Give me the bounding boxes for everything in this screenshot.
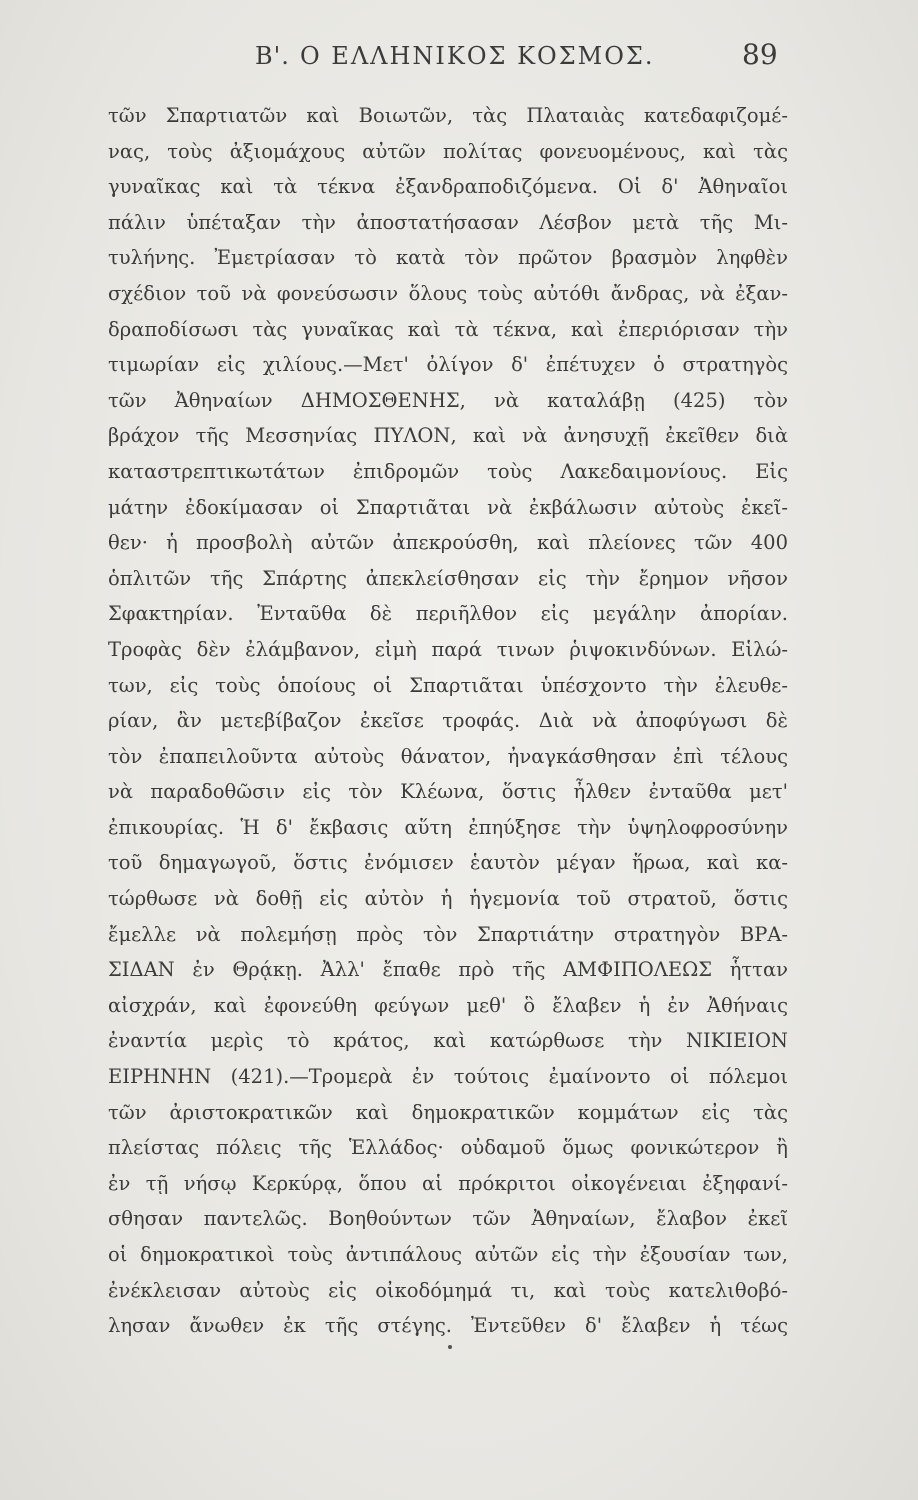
text-line: ἔμελλε νὰ πολεμήσῃ πρὸς τὸν Σπαρτιάτην στρατηγὸν ΒΡΑ- <box>108 922 788 946</box>
text-line: νὰ παραδοθῶσιν εἰς τὸν Κλέωνα, ὅστις ἦλθεν ἐνταῦθα μετ' <box>108 780 788 804</box>
text-line: τιμωρίαν εἰς χιλίους.—Μετ' ὀλίγον δ' ἐπέτυχεν ὁ στρατηγὸς <box>108 353 788 377</box>
text-line: ἐνέκλεισαν αὐτοὺς εἰς οἰκοδόμημά τι, καὶ τοὺς κατελιθοβό- <box>108 1278 788 1302</box>
text-line: καταστρεπτικωτάτων ἐπιδρομῶν τοὺς Λακεδαιμονίους. Εἰς <box>108 459 788 483</box>
text-line: πλείστας πόλεις τῆς Ἑλλάδος· οὐδαμοῦ ὅμως φονικώτερον ἢ <box>108 1136 788 1160</box>
text-line: τοῦ δημαγωγοῦ, ὅστις ἐνόμισεν ἑαυτὸν μέγαν ἥρωα, καὶ κα- <box>108 851 788 875</box>
text-line: σθησαν παντελῶς. Βοηθούντων τῶν Ἀθηναίων, ἔλαβον ἐκεῖ <box>108 1207 788 1231</box>
text-line: ὁπλιτῶν τῆς Σπάρτης ἀπεκλείσθησαν εἰς τὴν ἔρημον νῆσον <box>108 566 788 590</box>
text-line: Σφακτηρίαν. Ἐνταῦθα δὲ περιῆλθον εἰς μεγάλην ἀπορίαν. <box>108 602 788 626</box>
text-line: τὸν ἐπαπειλοῦντα αὐτοὺς θάνατον, ἠναγκάσθησαν ἐπὶ τέλους <box>108 744 788 768</box>
text-line: νας, τοὺς ἀξιομάχους αὐτῶν πολίτας φονευομένους, καὶ τὰς <box>108 139 788 163</box>
running-title: Ο ΕΛΛΗΝΙΚΟΣ ΚΟΣΜΟΣ. <box>300 42 655 70</box>
text-line: σχέδιον τοῦ νὰ φονεύσωσιν ὅλους τοὺς αὐτόθι ἄνδρας, νὰ ἐξαν- <box>108 281 788 305</box>
page-number: 89 <box>742 38 778 71</box>
text-line: ρίαν, ἂν μετεβίβαζον ἐκεῖσε τροφάς. Διὰ νὰ ἀποφύγωσι δὲ <box>108 709 788 733</box>
text-line: μάτην ἐδοκίμασαν οἱ Σπαρτιᾶται νὰ ἐκβάλωσιν αὐτοὺς ἐκεῖ- <box>108 495 788 519</box>
text-line: ΕΙΡΗΝΗΝ (421).—Τρομερὰ ἐν τούτοις ἐμαίνοντο οἱ πόλεμοι <box>108 1065 788 1089</box>
text-line: τῶν Σπαρτιατῶν καὶ Βοιωτῶν, τὰς Πλαταιὰς κατεδαφιζομέ- <box>108 104 788 127</box>
text-line: Τροφὰς δὲν ἐλάμβανον, εἰμὴ παρά τινων ῥιψοκινδύνων. Εἱλώ- <box>108 637 788 661</box>
text-line: γυναῖκας καὶ τὰ τέκνα ἐξανδραποδιζόμενα. Οἱ δ' Ἀθηναῖοι <box>108 175 788 199</box>
text-line: θεν· ἡ προσβολὴ αὐτῶν ἀπεκρούσθη, καὶ πλείονες τῶν 400 <box>108 531 788 555</box>
text-line: αἰσχράν, καὶ ἐφονεύθη φεύγων μεθ' ὃ ἔλαβεν ἡ ἐν Ἀθήναις <box>108 993 788 1017</box>
text-line: ἐναντία μερὶς τὸ κράτος, καὶ κατώρθωσε τὴν ΝΙΚΙΕΙΟΝ <box>108 1029 788 1053</box>
running-header <box>0 38 918 78</box>
text-line: τυλήνης. Ἐμετρίασαν τὸ κατὰ τὸν πρῶτον βρασμὸν ληφθὲν <box>108 246 788 270</box>
text-line: των, εἰς τοὺς ὁποίους οἱ Σπαρτιᾶται ὑπέσχοντο τὴν ἐλευθε- <box>108 673 788 697</box>
text-line: δραποδίσωσι τὰς γυναῖκας καὶ τὰ τέκνα, καὶ ἐπεριόρισαν τὴν <box>108 317 788 341</box>
text-line: πάλιν ὑπέταξαν τὴν ἀποστατήσασαν Λέσβον μετὰ τῆς Μι- <box>108 210 788 234</box>
text-line: λησαν ἄνωθεν ἐκ τῆς στέγης. Ἐντεῦθεν δ' ἔλαβεν ἡ τέως <box>108 1314 788 1338</box>
text-line: ΣΙΔΑΝ ἐν Θρᾴκῃ. Ἀλλ' ἔπαθε πρὸ τῆς ΑΜΦΙΠΟΛΕΩΣ ἧτταν <box>108 958 788 982</box>
chapter-label: Β'. <box>255 42 290 70</box>
text-line: ἐν τῇ νήσῳ Κερκύρᾳ, ὅπου αἱ πρόκριτοι οἰκογένειαι ἐξηφανί- <box>108 1171 788 1195</box>
text-line <box>108 1344 788 1380</box>
text-line: βράχον τῆς Μεσσηνίας ΠΥΛΟΝ, καὶ νὰ ἀνησυχῇ ἐκεῖθεν διὰ <box>108 424 788 448</box>
text-line: τῶν ἀριστοκρατικῶν καὶ δημοκρατικῶν κομμάτων εἰς τὰς <box>108 1100 788 1124</box>
ink-dot <box>448 1345 452 1349</box>
text-line: τῶν Ἀθηναίων ΔΗΜΟΣΘΕΝΗΣ, νὰ καταλάβῃ (425) τὸν <box>108 388 788 412</box>
text-line: τώρθωσε νὰ δοθῇ εἰς αὐτὸν ἡ ἡγεμονία τοῦ στρατοῦ, ὅστις <box>108 887 788 911</box>
body-text <box>108 98 788 1379</box>
text-line: οἱ δημοκρατικοὶ τοὺς ἀντιπάλους αὐτῶν εἰς τὴν ἐξουσίαν των, <box>108 1243 788 1266</box>
text-line: ἐπικουρίας. Ἡ δ' ἔκβασις αὕτη ἐπηύξησε τὴν ὑψηλοφροσύνην <box>108 815 788 839</box>
